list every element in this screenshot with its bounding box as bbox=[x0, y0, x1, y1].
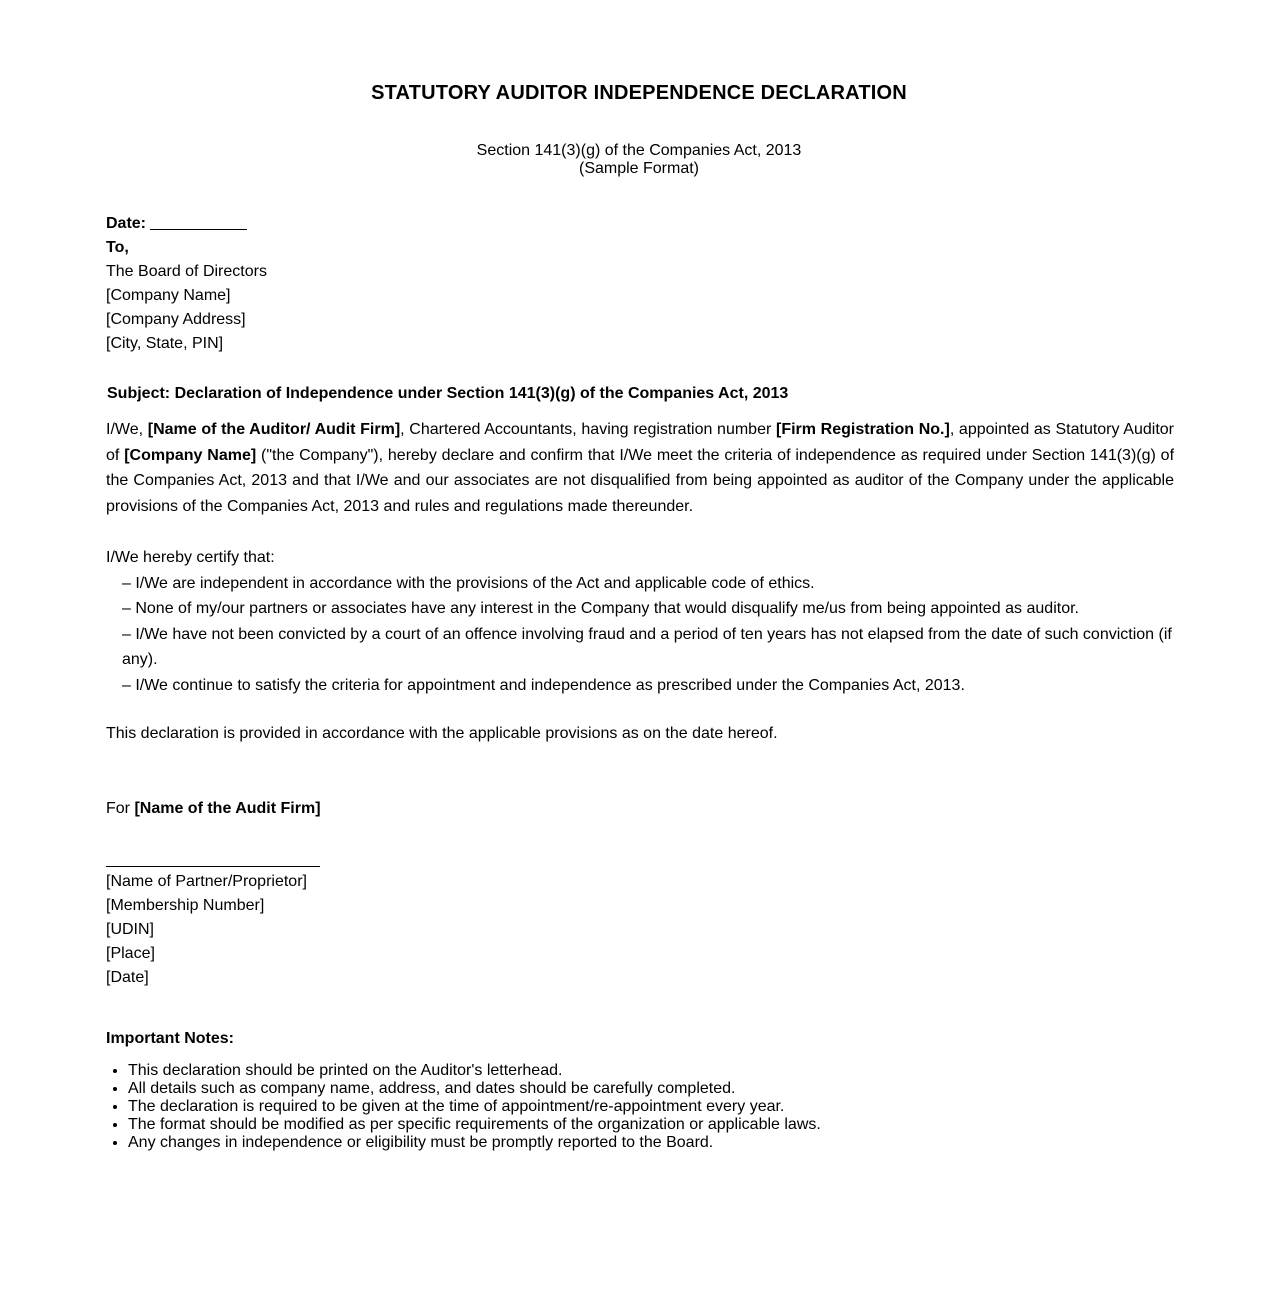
company-address-placeholder: [Company Address] bbox=[106, 311, 246, 328]
date-blank-line bbox=[150, 215, 247, 230]
udin-placeholder: [UDIN] bbox=[106, 921, 154, 938]
certify-item: – I/We have not been convicted by a court of an offence involving fraud and a period of ten years has not elapsed from the date of such conviction (if any). bbox=[122, 625, 1172, 669]
note-item: • The declaration is required to be given at the time of appointment/re-appointment every year. bbox=[128, 1098, 821, 1116]
firm-registration-placeholder: [Firm Registration No.] bbox=[776, 421, 950, 438]
date-row bbox=[106, 212, 267, 236]
certification-block bbox=[106, 545, 1176, 699]
date-placeholder: [Date] bbox=[106, 969, 149, 986]
for-firm-line bbox=[106, 800, 321, 818]
subtitle-sample-format: (Sample Format) bbox=[578, 160, 700, 177]
note-item: • Any changes in independence or eligibility must be promptly reported to the Board. bbox=[128, 1134, 821, 1152]
to-label: To, bbox=[106, 239, 129, 256]
recipient: The Board of Directors bbox=[106, 263, 267, 280]
declaration-text-2: , Chartered Accountants, having registration number bbox=[400, 421, 776, 438]
address-block bbox=[106, 212, 267, 356]
certify-item: – I/We are independent in accordance with the provisions of the Act and applicable code of ethics. bbox=[122, 574, 815, 592]
partner-name-placeholder: [Name of Partner/Proprietor] bbox=[106, 873, 307, 890]
certify-intro: I/We hereby certify that: bbox=[106, 549, 275, 566]
notes-list bbox=[106, 1062, 821, 1152]
notes-title: Important Notes: bbox=[106, 1030, 234, 1047]
certify-item: – None of my/our partners or associates have any interest in the Company that would disqualify me/us from being appointed as auditor. bbox=[122, 600, 1079, 618]
document-subtitle bbox=[106, 142, 1172, 178]
note-item: • All details such as company name, address, and dates should be carefully completed. bbox=[128, 1080, 821, 1098]
audit-firm-placeholder: [Name of the Audit Firm] bbox=[134, 800, 321, 817]
date-label: Date: bbox=[106, 215, 147, 232]
subject-line: Subject: Declaration of Independence under Section 141(3)(g) of the Companies Act, 2013 bbox=[107, 385, 789, 402]
note-item: • The format should be modified as per specific requirements of the organization or applicable laws. bbox=[128, 1116, 821, 1134]
membership-number-placeholder: [Membership Number] bbox=[106, 897, 265, 914]
company-name-inline-placeholder: [Company Name] bbox=[124, 446, 257, 464]
declaration-text-3: , appointed as Statutory Auditor of bbox=[106, 421, 1175, 464]
for-label: For bbox=[106, 800, 135, 817]
document-title: STATUTORY AUDITOR INDEPENDENCE DECLARATION bbox=[371, 82, 907, 104]
city-state-pin-placeholder: [City, State, PIN] bbox=[106, 335, 224, 352]
certify-item: – I/We continue to satisfy the criteria for appointment and independence as prescribed under the Companies Act, 2013. bbox=[122, 676, 965, 694]
auditor-name-placeholder: [Name of the Auditor/ Audit Firm] bbox=[147, 421, 401, 438]
company-name-placeholder: [Company Name] bbox=[106, 287, 231, 304]
note-item: • This declaration should be printed on the Auditor's letterhead. bbox=[128, 1062, 821, 1080]
subtitle-section-reference: Section 141(3)(g) of the Companies Act, 2013 bbox=[476, 142, 802, 159]
closing-statement: This declaration is provided in accordance with the applicable provisions as on the date hereof. bbox=[106, 725, 778, 742]
declaration-text-1: I/We, bbox=[106, 421, 148, 438]
declaration-paragraph bbox=[106, 417, 1174, 519]
declaration-text-4: ("the Company"), hereby declare and confirm that I/We meet the criteria of independence as required under Section 141(3)(g) of the Companies Act, 2013 and that I/We and our associates are not disqualified from being appointed as auditor of the Company under the applicable provisions of the Companies Act, 2013 and rules and regulations made thereunder. bbox=[106, 446, 1175, 515]
signature-line bbox=[106, 866, 320, 867]
place-placeholder: [Place] bbox=[106, 945, 155, 962]
signature-details bbox=[106, 870, 307, 990]
